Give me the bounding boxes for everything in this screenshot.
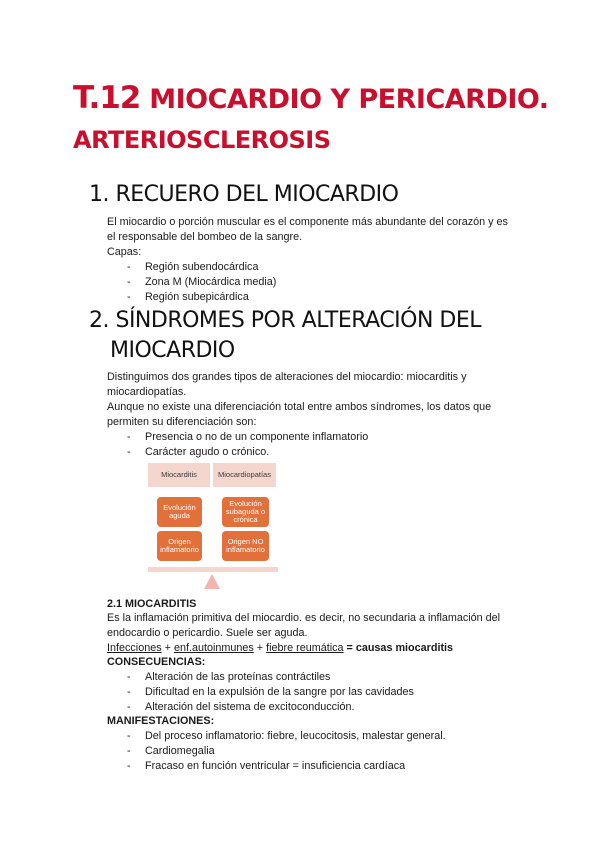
equals-sign: =	[343, 642, 356, 654]
bullet-dash: -	[127, 261, 131, 273]
criterion-item: Carácter agudo o crónico.	[145, 446, 270, 458]
bullet-dash: -	[127, 760, 131, 772]
diagram-box-origen-inflamatorio: Origen inflamatorio	[157, 531, 202, 561]
capas-label: Capas:	[107, 246, 142, 258]
chapter-title-part1: MIOCARDIO Y PERICARDIO.	[149, 84, 549, 115]
section1-para1: El miocardio o porción muscular es el componente más abundante del corazón y es	[107, 216, 508, 228]
causes-line	[107, 641, 567, 656]
plus-sign: +	[161, 642, 174, 654]
diagram-box-evolucion-aguda: Evolución aguda	[157, 497, 202, 527]
diagram-header-miocardiopatias: Miocardiopatías	[213, 463, 276, 487]
consecuencia-item: Alteración de las proteínas contráctiles	[145, 671, 331, 683]
bullet-dash: -	[127, 701, 131, 713]
criterion-item: Presencia o no de un componente inflamatorio	[145, 431, 369, 443]
section2-heading-line1: 2. SÍNDROMES POR ALTERACIÓN DEL	[89, 308, 482, 333]
cause-fiebre-reumatica: fiebre reumática	[266, 642, 344, 654]
chapter-number: T.12	[73, 80, 141, 116]
bullet-dash: -	[127, 446, 131, 458]
manifestaciones-label: MANIFESTACIONES:	[107, 715, 215, 727]
bullet-dash: -	[127, 730, 131, 742]
capa-item: Región subepicárdica	[145, 291, 249, 303]
balance-fulcrum	[204, 574, 220, 589]
section1-heading: 1. RECUERO DEL MIOCARDIO	[89, 182, 399, 207]
consecuencia-item: Dificultad en la expulsión de la sangre por las cavidades	[145, 686, 414, 698]
causes-result: causas miocarditis	[355, 642, 454, 654]
bullet-dash: -	[127, 291, 131, 303]
section2-heading-line2: MIOCARDIO	[110, 338, 235, 363]
page-title-line2: ARTERIOSCLEROSIS	[73, 126, 331, 154]
manifestacion-item: Cardiomegalia	[145, 745, 215, 757]
section2-para3: Aunque no existe una diferenciación total entre ambos síndromes, los datos que	[107, 401, 492, 413]
bullet-dash: -	[127, 745, 131, 757]
diagram-header-miocarditis: Miocarditis	[148, 463, 210, 487]
section2-para1: Distinguimos dos grandes tipos de alteraciones del miocardio: miocarditis y	[107, 371, 467, 383]
page-title-line1	[73, 80, 549, 116]
consecuencias-label: CONSECUENCIAS:	[107, 656, 206, 668]
section2-para2: miocardiopatías.	[107, 386, 187, 398]
balance-icon	[148, 565, 278, 595]
bullet-dash: -	[127, 686, 131, 698]
section2-para4: permiten su diferenciación son:	[107, 416, 257, 428]
balance-beam	[148, 567, 278, 572]
plus-sign: +	[253, 642, 267, 654]
bullet-dash: -	[127, 671, 131, 683]
manifestacion-item: Del proceso inflamatorio: fiebre, leucocitosis, malestar general.	[145, 730, 446, 742]
diagram-box-evolucion-cronica: Evolución subaguda o crónica	[222, 497, 269, 527]
miocarditis-def1: Es la inflamación primitiva del miocardio. es decir, no secundaria a inflamación del	[107, 612, 501, 624]
diagram-box-origen-no-inflamatorio: Origen NO inflamatorio	[222, 531, 269, 561]
bullet-dash: -	[127, 431, 131, 443]
capa-item: Zona M (Miocárdica media)	[145, 276, 277, 288]
manifestacion-item: Fracaso en función ventricular = insuficiencia cardíaca	[145, 760, 406, 772]
miocarditis-heading: 2.1 MIOCARDITIS	[107, 598, 197, 610]
miocarditis-def2: endocardio o pericardio. Suele ser aguda.	[107, 627, 308, 639]
cause-infecciones: Infecciones	[107, 642, 162, 654]
consecuencia-item: Alteración del sistema de excitoconducción.	[145, 701, 355, 713]
cause-autoinmunes: enf.autoinmunes	[173, 642, 254, 654]
section1-para2: el responsable del bombeo de la sangre.	[107, 231, 303, 243]
capa-item: Región subendocárdica	[145, 261, 259, 273]
bullet-dash: -	[127, 276, 131, 288]
